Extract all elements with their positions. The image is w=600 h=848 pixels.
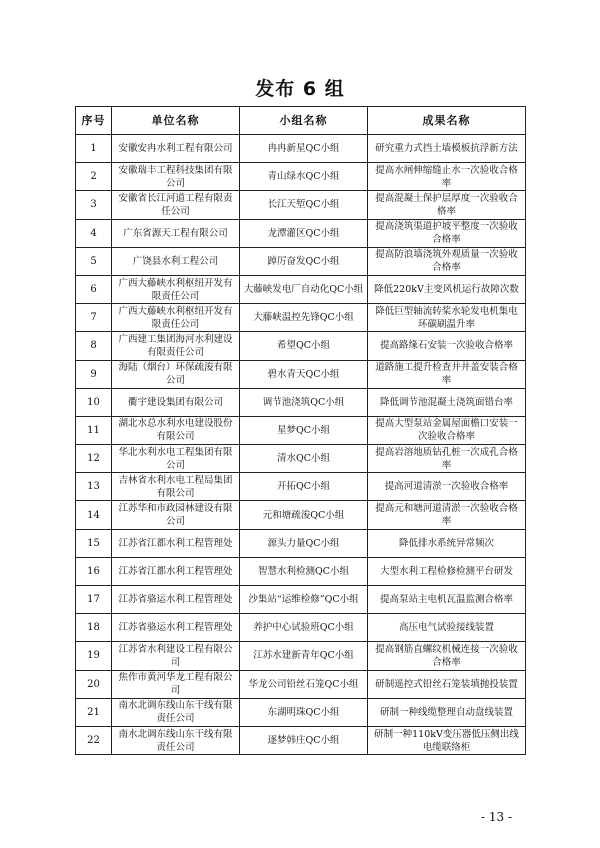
row-index: 5 — [76, 247, 112, 275]
result-name: 提高防浪墙浇筑外观质量一次验收合格率 — [368, 247, 526, 275]
row-index: 22 — [76, 726, 112, 754]
row-index: 18 — [76, 614, 112, 642]
row-index: 20 — [76, 670, 112, 698]
header-unit-name: 单位名称 — [112, 107, 240, 135]
row-index: 11 — [76, 416, 112, 444]
table-row — [76, 163, 526, 191]
group-name: 东湖明珠QC小组 — [240, 698, 368, 726]
unit-name: 安徽安冉水利工程有限公司 — [112, 135, 240, 163]
row-index: 12 — [76, 445, 112, 473]
result-name: 提高大型泵站金属屋面檐口安装一次验收合格率 — [368, 416, 526, 444]
result-name: 降低排水系统异常频次 — [368, 529, 526, 557]
unit-name: 南水北调东线山东干线有限责任公司 — [112, 726, 240, 754]
result-name: 提高浇筑渠道护坡平整度一次验收合格率 — [368, 219, 526, 247]
result-name: 提高水闸伸缩缝止水一次验收合格率 — [368, 163, 526, 191]
table-row — [76, 642, 526, 670]
group-name: 智慧水利检测QC小组 — [240, 557, 368, 585]
table-row — [76, 416, 526, 444]
result-name: 提高岩溶地质钻孔桩一次成孔合格率 — [368, 445, 526, 473]
group-name: 长江天堑QC小组 — [240, 191, 368, 219]
result-name: 提高元和塘河道清淤一次验收合格率 — [368, 501, 526, 529]
unit-name: 焦作市黄河华龙工程有限公司 — [112, 670, 240, 698]
unit-name: 湖北水总水利水电建设股份有限公司 — [112, 416, 240, 444]
table-row — [76, 529, 526, 557]
table-header-row — [76, 107, 526, 135]
table-row — [76, 247, 526, 275]
table-row — [76, 304, 526, 332]
result-name: 研制一种110kV变压器低压侧出线电缆联络柜 — [368, 726, 526, 754]
row-index: 16 — [76, 557, 112, 585]
table-body — [76, 135, 526, 755]
table-row — [76, 501, 526, 529]
result-name: 提高路缘石安装一次验收合格率 — [368, 332, 526, 360]
result-name: 大型水利工程检修检测平台研发 — [368, 557, 526, 585]
result-name: 降低调节池混凝土浇筑面错台率 — [368, 388, 526, 416]
row-index: 14 — [76, 501, 112, 529]
group-name: 大藤峡发电厂自动化QC小组 — [240, 275, 368, 303]
table-row — [76, 698, 526, 726]
group-name: 元和塘疏浚QC小组 — [240, 501, 368, 529]
table-row — [76, 445, 526, 473]
result-name: 降低巨型轴流转桨水轮发电机集电环碳刷温升率 — [368, 304, 526, 332]
group-name: 调节池浇筑QC小组 — [240, 388, 368, 416]
result-name: 提高河道清淤一次验收合格率 — [368, 473, 526, 501]
unit-name: 江苏省骆运水利工程管理处 — [112, 586, 240, 614]
row-index: 9 — [76, 360, 112, 388]
row-index: 10 — [76, 388, 112, 416]
group-name: 碧水青天QC小组 — [240, 360, 368, 388]
unit-name: 安徽瑞丰工程科技集团有限公司 — [112, 163, 240, 191]
row-index: 4 — [76, 219, 112, 247]
row-index: 3 — [76, 191, 112, 219]
table-row — [76, 614, 526, 642]
group-name: 大藤峡温控先锋QC小组 — [240, 304, 368, 332]
group-name: 希望QC小组 — [240, 332, 368, 360]
group-name: 沙集站“运维检修”QC小组 — [240, 586, 368, 614]
header-index: 序号 — [76, 107, 112, 135]
unit-name: 广西大藤峡水利枢纽开发有限责任公司 — [112, 304, 240, 332]
page-number: - 13 - — [480, 810, 512, 824]
unit-name: 广东省源天工程有限公司 — [112, 219, 240, 247]
table-row — [76, 275, 526, 303]
table-row — [76, 191, 526, 219]
unit-name: 江苏省江都水利工程管理处 — [112, 557, 240, 585]
group-name: 踔厉奋发QC小组 — [240, 247, 368, 275]
table-row — [76, 586, 526, 614]
group-name: 源头力量QC小组 — [240, 529, 368, 557]
group-name: 冉冉新星QC小组 — [240, 135, 368, 163]
group-name: 江苏水建新青年QC小组 — [240, 642, 368, 670]
table-row — [76, 219, 526, 247]
row-index: 15 — [76, 529, 112, 557]
results-table — [75, 106, 526, 755]
row-index: 2 — [76, 163, 112, 191]
unit-name: 华北水利水电工程集团有限公司 — [112, 445, 240, 473]
result-name: 研制遥控式铅丝石笼装填抛投装置 — [368, 670, 526, 698]
unit-name: 广西建工集团海河水利建设有限责任公司 — [112, 332, 240, 360]
header-result-name: 成果名称 — [368, 107, 526, 135]
unit-name: 广西大藤峡水利枢纽开发有限责任公司 — [112, 275, 240, 303]
unit-name: 安徽省长江河道工程有限责任公司 — [112, 191, 240, 219]
table-row — [76, 557, 526, 585]
group-name: 青山绿水QC小组 — [240, 163, 368, 191]
unit-name: 江苏省骆运水利工程管理处 — [112, 614, 240, 642]
row-index: 17 — [76, 586, 112, 614]
table-row — [76, 332, 526, 360]
unit-name: 海陆（烟台）环保疏浚有限公司 — [112, 360, 240, 388]
table-row — [76, 360, 526, 388]
unit-name: 衢宇建设集团有限公司 — [112, 388, 240, 416]
group-name: 清水QC小组 — [240, 445, 368, 473]
unit-name: 吉林省水利水电工程局集团有限公司 — [112, 473, 240, 501]
result-name: 提高钢筋直螺纹机械连接一次验收合格率 — [368, 642, 526, 670]
unit-name: 南水北调东线山东干线有限责任公司 — [112, 698, 240, 726]
table-row — [76, 388, 526, 416]
group-name: 龙潭灌区QC小组 — [240, 219, 368, 247]
table-row — [76, 670, 526, 698]
row-index: 7 — [76, 304, 112, 332]
group-name: 华龙公司铅丝石笼QC小组 — [240, 670, 368, 698]
result-name: 高压电气试验接线装置 — [368, 614, 526, 642]
row-index: 19 — [76, 642, 112, 670]
row-index: 13 — [76, 473, 112, 501]
unit-name: 江苏省江都水利工程管理处 — [112, 529, 240, 557]
group-name: 养护中心试验班QC小组 — [240, 614, 368, 642]
result-name: 提高泵站主电机瓦温监测合格率 — [368, 586, 526, 614]
unit-name: 广饶县水利工程公司 — [112, 247, 240, 275]
result-name: 道路施工提升检查井井盖安装合格率 — [368, 360, 526, 388]
row-index: 6 — [76, 275, 112, 303]
result-name: 降低220kV主变风机运行故障次数 — [368, 275, 526, 303]
group-name: 星梦QC小组 — [240, 416, 368, 444]
row-index: 21 — [76, 698, 112, 726]
page-title: 发布 6 组 — [255, 78, 345, 100]
group-name: 逐梦韩庄QC小组 — [240, 726, 368, 754]
group-name: 开拓QC小组 — [240, 473, 368, 501]
unit-name: 江苏华和市政园林建设有限公司 — [112, 501, 240, 529]
row-index: 8 — [76, 332, 112, 360]
table-row — [76, 726, 526, 754]
result-name: 研究重力式挡土墙模板抗浮新方法 — [368, 135, 526, 163]
result-name: 提高混凝土保护层厚度一次验收合格率 — [368, 191, 526, 219]
row-index: 1 — [76, 135, 112, 163]
header-group-name: 小组名称 — [240, 107, 368, 135]
table-row — [76, 473, 526, 501]
result-name: 研制一种线缆整理自动盘线装置 — [368, 698, 526, 726]
unit-name: 江苏省水利建设工程有限公司 — [112, 642, 240, 670]
table-row — [76, 135, 526, 163]
